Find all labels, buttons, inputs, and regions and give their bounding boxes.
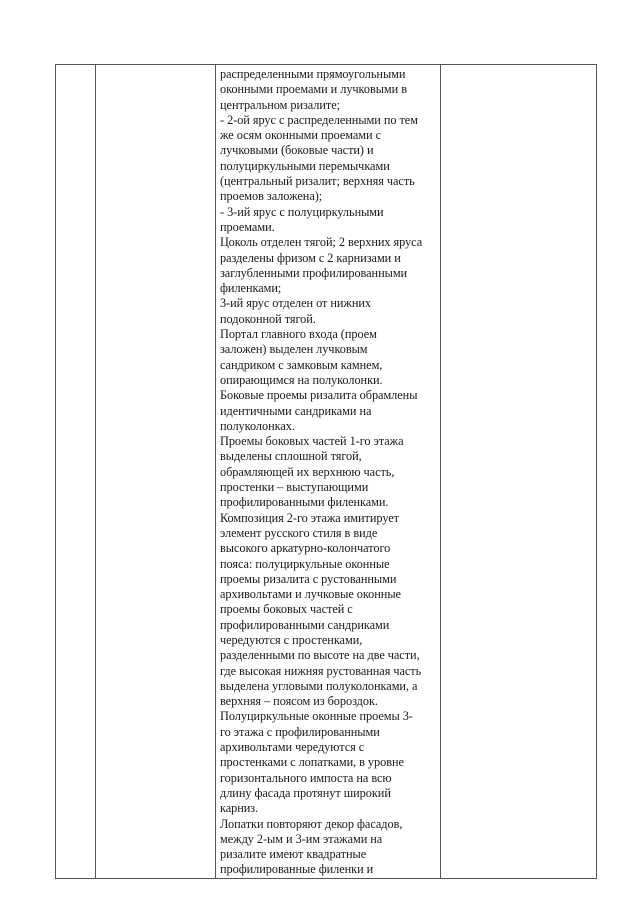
cell-object [96, 65, 216, 879]
cell-description [216, 65, 441, 879]
content-table [55, 64, 597, 879]
cell-number [56, 65, 96, 879]
description-text: распределенными прямоугольными оконными проемами и лучковыми в центральном ризалите; - 2-ой ярус с распределенными по тем же осям оконными проемами с лучковыми (боковые части) и полуциркульными перемычками (центральный ризалит; верхняя часть проемов заложена); - 3-ий ярус с полуциркульными проемами. Цоколь отделен тягой; 2 верхних яруса разделены фризом с 2 карнизами и заглубленными профилированными филенками; 3-ий ярус отделен от нижних подоконной тягой. Портал главного входа (проем заложен) выделен лучковым сандриком с замковым камнем, опирающимся на полуколонки. Боковые проемы ризалита обрамлены идентичными сандриками на полуколонках. Проемы боковых частей 1-го этажа выделены сплошной тягой, обрамляющей их верхнюю часть, простенки – выступающими профилированными филенками. Композиция 2-го этажа имитирует элемент русского стиля в виде высокого аркатурно-колончатого пояса: полуциркульные оконные проемы ризалита с рустованными архивольтами и лучковые оконные проемы боковых частей с профилированными сандриками чередуются с простенками, разделенными по высоте на две части, где высокая нижняя рустованная часть выделена угловыми полуколонками, а верхняя – поясом из бороздок. Полуциркульные оконные проемы 3- го этажа с профилированными архивольтами чередуются с простенками с лопатками, в уровне горизонтального импоста на всю длину фасада протянут широкий карниз. Лопатки повторяют декор фасадов, между 2-ым и 3-им этажами на ризалите имеют квадратные профилированные филенки и [220, 67, 423, 877]
table-row [56, 65, 597, 879]
cell-notes [441, 65, 597, 879]
